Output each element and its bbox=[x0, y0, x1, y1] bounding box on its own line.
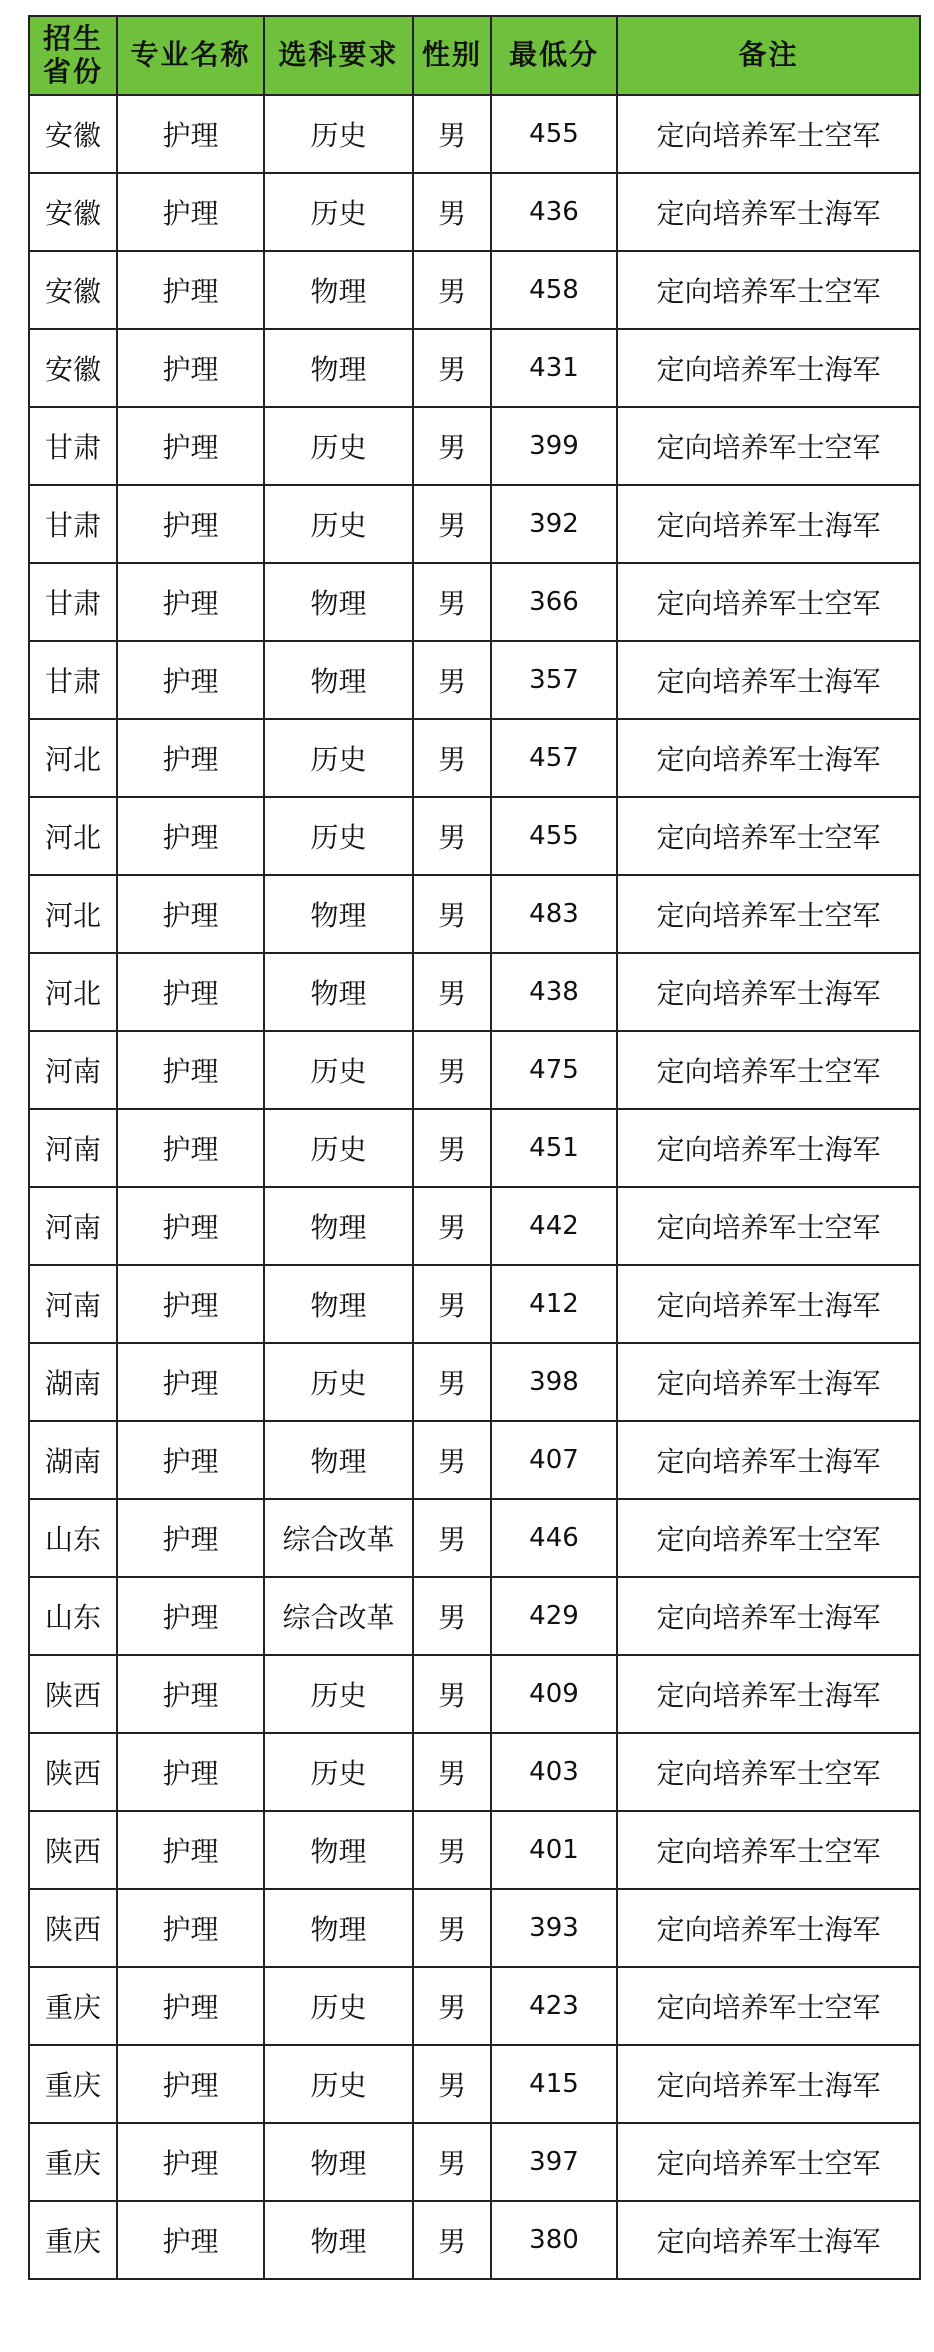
table-row bbox=[29, 485, 920, 563]
cell-province: 河南 bbox=[29, 1265, 117, 1343]
cell-note: 定向培养军士海军 bbox=[617, 1343, 920, 1421]
cell-note: 定向培养军士空军 bbox=[617, 875, 920, 953]
table-row bbox=[29, 563, 920, 641]
cell-gender: 男 bbox=[413, 407, 491, 485]
table-row bbox=[29, 953, 920, 1031]
cell-min-score: 429 bbox=[491, 1577, 617, 1655]
table-row bbox=[29, 407, 920, 485]
cell-note: 定向培养军士海军 bbox=[617, 329, 920, 407]
cell-gender: 男 bbox=[413, 95, 491, 173]
table-body bbox=[29, 95, 920, 2279]
cell-gender: 男 bbox=[413, 563, 491, 641]
cell-subject: 物理 bbox=[264, 2201, 413, 2279]
cell-gender: 男 bbox=[413, 251, 491, 329]
cell-major: 护理 bbox=[117, 173, 264, 251]
cell-province: 山东 bbox=[29, 1577, 117, 1655]
table-row bbox=[29, 1031, 920, 1109]
cell-min-score: 392 bbox=[491, 485, 617, 563]
cell-gender: 男 bbox=[413, 1265, 491, 1343]
table-row bbox=[29, 875, 920, 953]
table-row bbox=[29, 641, 920, 719]
cell-subject: 历史 bbox=[264, 1733, 413, 1811]
cell-province: 河北 bbox=[29, 797, 117, 875]
cell-major: 护理 bbox=[117, 797, 264, 875]
cell-min-score: 412 bbox=[491, 1265, 617, 1343]
table-header bbox=[29, 16, 920, 95]
cell-gender: 男 bbox=[413, 485, 491, 563]
cell-note: 定向培养军士海军 bbox=[617, 1109, 920, 1187]
cell-major: 护理 bbox=[117, 641, 264, 719]
cell-note: 定向培养军士空军 bbox=[617, 95, 920, 173]
cell-major: 护理 bbox=[117, 407, 264, 485]
cell-major: 护理 bbox=[117, 2201, 264, 2279]
cell-subject: 历史 bbox=[264, 797, 413, 875]
cell-province: 湖南 bbox=[29, 1421, 117, 1499]
cell-major: 护理 bbox=[117, 95, 264, 173]
cell-note: 定向培养军士空军 bbox=[617, 1031, 920, 1109]
table-row bbox=[29, 2201, 920, 2279]
cell-gender: 男 bbox=[413, 1031, 491, 1109]
cell-subject: 历史 bbox=[264, 1109, 413, 1187]
table-row bbox=[29, 173, 920, 251]
cell-major: 护理 bbox=[117, 2045, 264, 2123]
cell-major: 护理 bbox=[117, 1889, 264, 1967]
cell-min-score: 457 bbox=[491, 719, 617, 797]
cell-province: 甘肃 bbox=[29, 407, 117, 485]
cell-subject: 历史 bbox=[264, 173, 413, 251]
cell-major: 护理 bbox=[117, 1109, 264, 1187]
cell-gender: 男 bbox=[413, 953, 491, 1031]
cell-province: 湖南 bbox=[29, 1343, 117, 1421]
cell-note: 定向培养军士海军 bbox=[617, 2201, 920, 2279]
cell-province: 河南 bbox=[29, 1187, 117, 1265]
cell-province: 重庆 bbox=[29, 2045, 117, 2123]
table-row bbox=[29, 1655, 920, 1733]
cell-major: 护理 bbox=[117, 1343, 264, 1421]
admission-score-table bbox=[28, 15, 921, 2280]
cell-province: 安徽 bbox=[29, 329, 117, 407]
header-major: 专业名称 bbox=[117, 16, 264, 95]
cell-min-score: 438 bbox=[491, 953, 617, 1031]
cell-note: 定向培养军士空军 bbox=[617, 1811, 920, 1889]
table-row bbox=[29, 1967, 920, 2045]
table-row bbox=[29, 251, 920, 329]
cell-subject: 历史 bbox=[264, 407, 413, 485]
table-row bbox=[29, 1421, 920, 1499]
cell-major: 护理 bbox=[117, 1031, 264, 1109]
cell-gender: 男 bbox=[413, 173, 491, 251]
header-row bbox=[29, 16, 920, 95]
cell-major: 护理 bbox=[117, 485, 264, 563]
cell-min-score: 415 bbox=[491, 2045, 617, 2123]
cell-note: 定向培养军士空军 bbox=[617, 251, 920, 329]
cell-major: 护理 bbox=[117, 1811, 264, 1889]
cell-gender: 男 bbox=[413, 1109, 491, 1187]
cell-major: 护理 bbox=[117, 875, 264, 953]
cell-major: 护理 bbox=[117, 1577, 264, 1655]
cell-note: 定向培养军士空军 bbox=[617, 407, 920, 485]
cell-min-score: 397 bbox=[491, 2123, 617, 2201]
cell-gender: 男 bbox=[413, 719, 491, 797]
cell-major: 护理 bbox=[117, 1655, 264, 1733]
cell-subject: 历史 bbox=[264, 1655, 413, 1733]
cell-min-score: 483 bbox=[491, 875, 617, 953]
cell-min-score: 475 bbox=[491, 1031, 617, 1109]
cell-subject: 物理 bbox=[264, 1889, 413, 1967]
cell-gender: 男 bbox=[413, 1421, 491, 1499]
cell-major: 护理 bbox=[117, 2123, 264, 2201]
cell-note: 定向培养军士海军 bbox=[617, 1655, 920, 1733]
cell-min-score: 393 bbox=[491, 1889, 617, 1967]
cell-min-score: 357 bbox=[491, 641, 617, 719]
cell-subject: 物理 bbox=[264, 329, 413, 407]
cell-note: 定向培养军士空军 bbox=[617, 2123, 920, 2201]
cell-note: 定向培养军士海军 bbox=[617, 953, 920, 1031]
table-row bbox=[29, 95, 920, 173]
cell-subject: 物理 bbox=[264, 2123, 413, 2201]
table-row bbox=[29, 1187, 920, 1265]
cell-subject: 物理 bbox=[264, 953, 413, 1031]
cell-gender: 男 bbox=[413, 1733, 491, 1811]
cell-gender: 男 bbox=[413, 1499, 491, 1577]
header-gender: 性别 bbox=[413, 16, 491, 95]
cell-province: 山东 bbox=[29, 1499, 117, 1577]
cell-subject: 综合改革 bbox=[264, 1499, 413, 1577]
header-subject: 选科要求 bbox=[264, 16, 413, 95]
cell-min-score: 436 bbox=[491, 173, 617, 251]
cell-min-score: 366 bbox=[491, 563, 617, 641]
cell-gender: 男 bbox=[413, 1889, 491, 1967]
cell-province: 安徽 bbox=[29, 173, 117, 251]
cell-min-score: 442 bbox=[491, 1187, 617, 1265]
table-row bbox=[29, 1577, 920, 1655]
cell-province: 陕西 bbox=[29, 1889, 117, 1967]
table-row bbox=[29, 1811, 920, 1889]
cell-subject: 历史 bbox=[264, 719, 413, 797]
cell-gender: 男 bbox=[413, 329, 491, 407]
cell-subject: 历史 bbox=[264, 1031, 413, 1109]
cell-note: 定向培养军士海军 bbox=[617, 485, 920, 563]
table-row bbox=[29, 2045, 920, 2123]
cell-gender: 男 bbox=[413, 1811, 491, 1889]
cell-gender: 男 bbox=[413, 2045, 491, 2123]
cell-note: 定向培养军士海军 bbox=[617, 1421, 920, 1499]
table-row bbox=[29, 797, 920, 875]
cell-min-score: 431 bbox=[491, 329, 617, 407]
table-row bbox=[29, 1109, 920, 1187]
cell-major: 护理 bbox=[117, 329, 264, 407]
cell-major: 护理 bbox=[117, 953, 264, 1031]
cell-province: 河南 bbox=[29, 1031, 117, 1109]
cell-min-score: 409 bbox=[491, 1655, 617, 1733]
cell-subject: 物理 bbox=[264, 641, 413, 719]
cell-province: 陕西 bbox=[29, 1811, 117, 1889]
cell-min-score: 403 bbox=[491, 1733, 617, 1811]
cell-subject: 物理 bbox=[264, 1811, 413, 1889]
table-row bbox=[29, 1265, 920, 1343]
cell-province: 河南 bbox=[29, 1109, 117, 1187]
cell-note: 定向培养军士海军 bbox=[617, 173, 920, 251]
table-row bbox=[29, 1343, 920, 1421]
cell-major: 护理 bbox=[117, 1733, 264, 1811]
cell-note: 定向培养军士空军 bbox=[617, 563, 920, 641]
cell-min-score: 401 bbox=[491, 1811, 617, 1889]
cell-gender: 男 bbox=[413, 641, 491, 719]
cell-province: 河北 bbox=[29, 719, 117, 797]
table-row bbox=[29, 1499, 920, 1577]
cell-subject: 物理 bbox=[264, 1187, 413, 1265]
cell-province: 甘肃 bbox=[29, 641, 117, 719]
cell-province: 河北 bbox=[29, 953, 117, 1031]
cell-note: 定向培养军士海军 bbox=[617, 1889, 920, 1967]
cell-min-score: 451 bbox=[491, 1109, 617, 1187]
cell-gender: 男 bbox=[413, 797, 491, 875]
cell-gender: 男 bbox=[413, 1967, 491, 2045]
cell-province: 河北 bbox=[29, 875, 117, 953]
table-row bbox=[29, 1733, 920, 1811]
cell-note: 定向培养军士海军 bbox=[617, 719, 920, 797]
cell-province: 重庆 bbox=[29, 2201, 117, 2279]
cell-subject: 物理 bbox=[264, 251, 413, 329]
header-note: 备注 bbox=[617, 16, 920, 95]
cell-major: 护理 bbox=[117, 719, 264, 797]
cell-gender: 男 bbox=[413, 2201, 491, 2279]
cell-min-score: 423 bbox=[491, 1967, 617, 2045]
cell-province: 重庆 bbox=[29, 1967, 117, 2045]
cell-subject: 物理 bbox=[264, 875, 413, 953]
cell-min-score: 446 bbox=[491, 1499, 617, 1577]
cell-gender: 男 bbox=[413, 1343, 491, 1421]
cell-gender: 男 bbox=[413, 1187, 491, 1265]
header-province: 招生省份 bbox=[29, 16, 117, 95]
cell-province: 安徽 bbox=[29, 95, 117, 173]
cell-min-score: 458 bbox=[491, 251, 617, 329]
cell-subject: 物理 bbox=[264, 1421, 413, 1499]
cell-note: 定向培养军士空军 bbox=[617, 1187, 920, 1265]
cell-subject: 历史 bbox=[264, 1343, 413, 1421]
table-row bbox=[29, 2123, 920, 2201]
cell-min-score: 398 bbox=[491, 1343, 617, 1421]
cell-note: 定向培养军士海军 bbox=[617, 2045, 920, 2123]
cell-subject: 综合改革 bbox=[264, 1577, 413, 1655]
cell-note: 定向培养军士空军 bbox=[617, 1733, 920, 1811]
cell-subject: 物理 bbox=[264, 1265, 413, 1343]
cell-province: 安徽 bbox=[29, 251, 117, 329]
header-min-score: 最低分 bbox=[491, 16, 617, 95]
cell-gender: 男 bbox=[413, 2123, 491, 2201]
cell-province: 重庆 bbox=[29, 2123, 117, 2201]
cell-major: 护理 bbox=[117, 1421, 264, 1499]
cell-major: 护理 bbox=[117, 563, 264, 641]
cell-subject: 历史 bbox=[264, 1967, 413, 2045]
cell-province: 甘肃 bbox=[29, 485, 117, 563]
cell-note: 定向培养军士海军 bbox=[617, 641, 920, 719]
cell-gender: 男 bbox=[413, 1577, 491, 1655]
cell-note: 定向培养军士海军 bbox=[617, 1577, 920, 1655]
cell-subject: 历史 bbox=[264, 2045, 413, 2123]
cell-min-score: 380 bbox=[491, 2201, 617, 2279]
cell-gender: 男 bbox=[413, 875, 491, 953]
cell-province: 陕西 bbox=[29, 1733, 117, 1811]
cell-note: 定向培养军士海军 bbox=[617, 1265, 920, 1343]
cell-min-score: 407 bbox=[491, 1421, 617, 1499]
cell-major: 护理 bbox=[117, 1187, 264, 1265]
cell-gender: 男 bbox=[413, 1655, 491, 1733]
table-row bbox=[29, 1889, 920, 1967]
cell-major: 护理 bbox=[117, 1265, 264, 1343]
cell-note: 定向培养军士空军 bbox=[617, 1499, 920, 1577]
cell-note: 定向培养军士空军 bbox=[617, 1967, 920, 2045]
cell-note: 定向培养军士空军 bbox=[617, 797, 920, 875]
cell-subject: 历史 bbox=[264, 95, 413, 173]
cell-subject: 历史 bbox=[264, 485, 413, 563]
cell-min-score: 399 bbox=[491, 407, 617, 485]
cell-major: 护理 bbox=[117, 1499, 264, 1577]
cell-min-score: 455 bbox=[491, 95, 617, 173]
cell-province: 甘肃 bbox=[29, 563, 117, 641]
cell-province: 陕西 bbox=[29, 1655, 117, 1733]
cell-major: 护理 bbox=[117, 1967, 264, 2045]
cell-subject: 物理 bbox=[264, 563, 413, 641]
table-row bbox=[29, 719, 920, 797]
table-row bbox=[29, 329, 920, 407]
cell-major: 护理 bbox=[117, 251, 264, 329]
cell-min-score: 455 bbox=[491, 797, 617, 875]
